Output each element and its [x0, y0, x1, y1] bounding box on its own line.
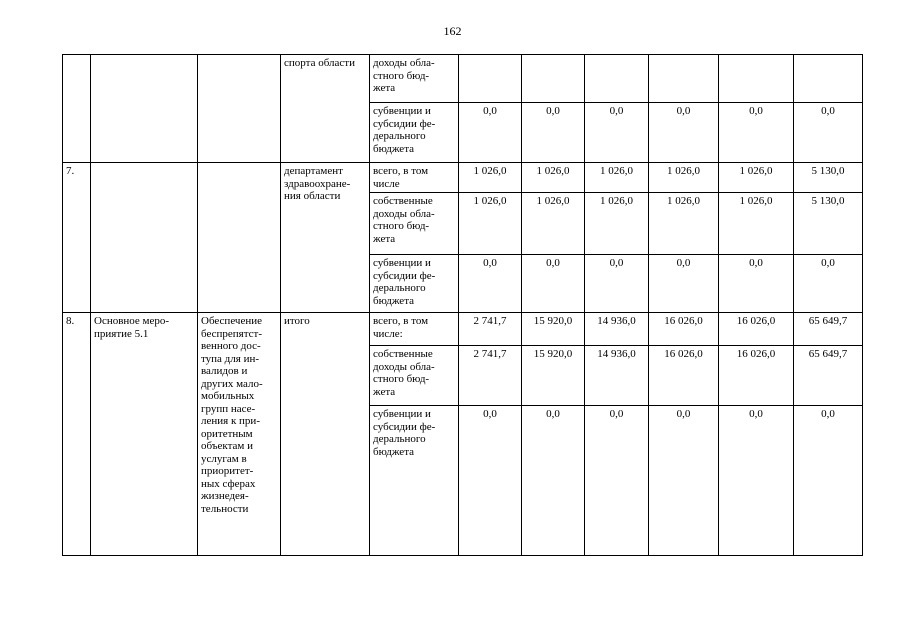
amount-cell: 5 130,0 [794, 193, 863, 255]
executor-cell: итого [281, 313, 370, 556]
funding-source-cell: субвенции и субсидии фе- дерального бюджета [370, 103, 459, 163]
amount-cell: 5 130,0 [794, 163, 863, 193]
event-name-cell [91, 163, 198, 313]
amount-cell: 16 026,0 [649, 313, 719, 346]
goal-cell: Обеспечение беспрепятст- венного дос- тупа для ин- валидов и других мало- мобильных групп насе- ления к при- оритетным объектам и услугам в приоритет- ных сферах жизнедея- тельности [198, 313, 281, 556]
amount-cell [719, 55, 794, 103]
amount-cell: 16 026,0 [719, 346, 794, 406]
budget-table-body [63, 55, 863, 556]
row-number-cell: 7. [63, 163, 91, 313]
amount-cell: 0,0 [522, 406, 585, 556]
amount-cell: 65 649,7 [794, 313, 863, 346]
amount-cell: 65 649,7 [794, 346, 863, 406]
amount-cell: 1 026,0 [719, 193, 794, 255]
amount-cell: 1 026,0 [649, 163, 719, 193]
amount-cell: 0,0 [794, 406, 863, 556]
amount-cell: 1 026,0 [459, 193, 522, 255]
amount-cell [649, 55, 719, 103]
amount-cell: 15 920,0 [522, 346, 585, 406]
goal-cell [198, 163, 281, 313]
amount-cell: 14 936,0 [585, 313, 649, 346]
amount-cell: 2 741,7 [459, 346, 522, 406]
amount-cell: 16 026,0 [719, 313, 794, 346]
table-row [63, 55, 863, 103]
goal-cell [198, 55, 281, 163]
amount-cell: 1 026,0 [522, 163, 585, 193]
page-number: 162 [443, 24, 462, 38]
funding-source-cell: всего, в том числе [370, 163, 459, 193]
funding-source-cell: субвенции и субсидии фе- дерального бюджета [370, 406, 459, 556]
amount-cell [522, 55, 585, 103]
amount-cell [459, 55, 522, 103]
amount-cell: 0,0 [649, 103, 719, 163]
amount-cell: 0,0 [719, 103, 794, 163]
event-name-cell: Основное меро- приятие 5.1 [91, 313, 198, 556]
row-number-cell: 8. [63, 313, 91, 556]
event-name-cell [91, 55, 198, 163]
budget-table [62, 54, 863, 556]
amount-cell: 0,0 [794, 103, 863, 163]
executor-cell: спорта области [281, 55, 370, 163]
amount-cell: 0,0 [522, 103, 585, 163]
funding-source-cell: всего, в том числе: [370, 313, 459, 346]
amount-cell: 0,0 [522, 255, 585, 313]
amount-cell: 1 026,0 [649, 193, 719, 255]
amount-cell: 0,0 [585, 255, 649, 313]
amount-cell: 1 026,0 [585, 163, 649, 193]
amount-cell: 14 936,0 [585, 346, 649, 406]
amount-cell: 0,0 [585, 103, 649, 163]
amount-cell: 0,0 [794, 255, 863, 313]
amount-cell: 15 920,0 [522, 313, 585, 346]
amount-cell: 0,0 [459, 255, 522, 313]
amount-cell: 0,0 [459, 406, 522, 556]
amount-cell: 0,0 [649, 255, 719, 313]
row-number-cell [63, 55, 91, 163]
amount-cell [585, 55, 649, 103]
amount-cell: 0,0 [719, 406, 794, 556]
amount-cell: 0,0 [459, 103, 522, 163]
amount-cell: 1 026,0 [585, 193, 649, 255]
amount-cell: 0,0 [649, 406, 719, 556]
table-row [63, 313, 863, 346]
amount-cell: 1 026,0 [522, 193, 585, 255]
amount-cell: 2 741,7 [459, 313, 522, 346]
amount-cell: 0,0 [719, 255, 794, 313]
amount-cell: 1 026,0 [719, 163, 794, 193]
amount-cell: 16 026,0 [649, 346, 719, 406]
amount-cell: 0,0 [585, 406, 649, 556]
amount-cell [794, 55, 863, 103]
funding-source-cell: собственные доходы обла- стного бюд- жета [370, 193, 459, 255]
funding-source-cell: доходы обла- стного бюд- жета [370, 55, 459, 103]
amount-cell: 1 026,0 [459, 163, 522, 193]
executor-cell: департамент здравоохране- ния области [281, 163, 370, 313]
funding-source-cell: собственные доходы обла- стного бюд- жета [370, 346, 459, 406]
table-row [63, 163, 863, 193]
funding-source-cell: субвенции и субсидии фе- дерального бюджета [370, 255, 459, 313]
